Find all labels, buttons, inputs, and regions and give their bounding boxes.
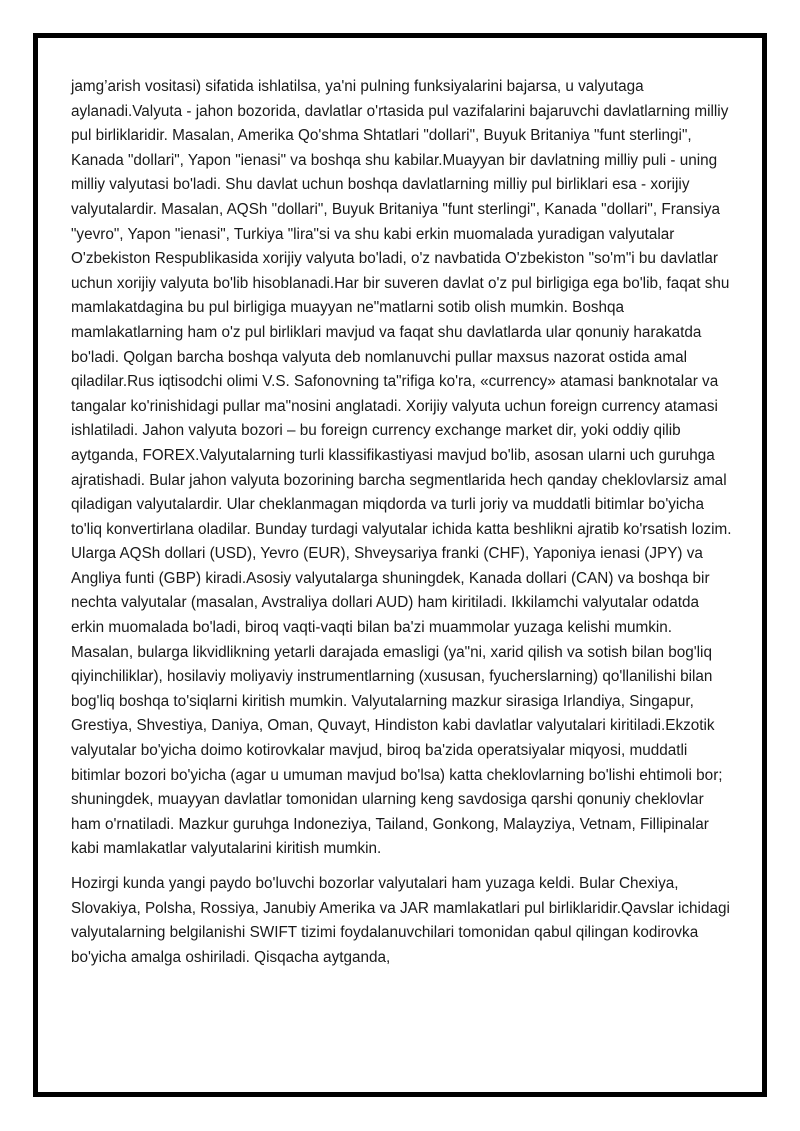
page-frame xyxy=(33,33,767,1097)
paragraph-1: jamg’arish vositasi) sifatida ishlatilsa, ya'ni pulning funksiyalarini bajarsa, u valyutaga aylanadi.Valyuta - jahon bozorida, davlatlar o'rtasida pul vazifalarini bajaruvchi davlatlarning milliy pul birliklaridir. Masalan, Amerika Qo'shma Shtatlari "dollari", Buyuk Britaniya "funt sterlingi", Kanada "dollari", Yapon "ienasi" va boshqa shu kabilar.Muayyan bir davlatning milliy puli - uning milliy valyutasi bo'ladi. Shu davlat uchun boshqa davlatlarning milliy pul birliklari esa - xorijiy valyutalardir. Masalan, AQSh "dollari", Buyuk Britaniya "funt sterlingi", Kanada "dollari", Fransiya "yevro", Yapon "ienasi", Turkiya "lira"si va shu kabi erkin muomalada yuradigan valyutalar O'zbekiston Respublikasida xorijiy valyuta bo'ladi, o'z navbatida O'zbekiston "so'm"i bu davlatlar uchun xorijiy valyuta bo'lib hisoblanadi.Har bir suveren davlat o'z pul birligiga ega bo'lib, faqat shu mamlakatdagina bu pul birligiga muayyan ne"matlarni sotib olish mumkin. Boshqa mamlakatlarning ham o'z pul birliklari mavjud va faqat shu davlatlarda ular qonuniy harakatda bo'ladi. Qolgan barcha boshqa valyuta deb nomlanuvchi pullar maxsus nazorat ostida amal qiladilar.Rus iqtisodchi olimi V.S. Safonovning ta"rifiga ko'ra, «currency» atamasi banknotalar va tangalar ko'rinishidagi pullar ma"nosini anglatadi. Xorijiy valyuta uchun foreign currency atamasi ishlatiladi. Jahon valyuta bozori – bu foreign currency exchange market dir, yoki oddiy qilib aytganda, FOREX.Valyutalarning turli klassifikastiyasi mavjud bo'lib, asosan ularni uch guruhga ajratishadi. Bular jahon valyuta bozorining barcha segmentlarida hech qanday cheklovlarsiz amal qiladigan valyutalardir. Ular cheklanmagan miqdorda va turli joriy va muddatli bitimlar bo'yicha to'liq konvertirlana oladilar. Bunday turdagi valyutalar ichida katta beshlikni ajratib ko'rsatish lozim. Ularga AQSh dollari (USD), Yevro (EUR), Shveysariya franki (CHF), Yaponiya ienasi (JPY) va Angliya funti (GBP) kiradi.Asosiy valyutalarga shuningdek, Kanada dollari (CAN) va boshqa bir nechta valyutalar (masalan, Avstraliya dollari AUD) ham kiritiladi. Ikkilamchi valyutalar odatda erkin muomalada bo'ladi, biroq vaqti-vaqti bilan ba'zi muammolar yuzaga kelishi mumkin. Masalan, bularga likvidlikning yetarli darajada emasligi (ya"ni, xarid qilish va sotish bilan bog'liq qiyinchiliklar), hosilaviy moliyaviy instrumentlarning (xususan, fyucherslarning) qo'llanilishi bilan bog'liq boshqa to'siqlarni kiritish mumkin. Valyutalarning mazkur sirasiga Irlandiya, Singapur, Grestiya, Shvestiya, Daniya, Oman, Quvayt, Hindiston kabi davlatlar valyutalari kiritiladi.Ekzotik valyutalar bo'yicha doimo kotirovkalar mavjud, biroq ba'zida operatsiyalar miqyosi, muddatli bitimlar bozori bo'yicha (agar u umuman mavjud bo'lsa) katta cheklovlarning bo'lishi ehtimoli bor; shuningdek, muayyan davlatlar tomonidan ularning keng savdosiga qarshi qonuniy cheklovlar ham o'rnatiladi. Mazkur guruhga Indoneziya, Tailand, Gonkong, Malayziya, Vetnam, Fillipinalar kabi mamlakatlar valyutalarini kiritish mumkin. xyxy=(71,78,732,858)
document-body xyxy=(71,75,734,970)
paragraph-2: Hozirgi kunda yangi paydo bo'luvchi bozorlar valyutalari ham yuzaga keldi. Bular Chexiya, Slovakiya, Polsha, Rossiya, Janubiy Amerika va JAR mamlakatlari pul birliklaridir.Qavslar ichidagi valyutalarning belgilanishi SWIFT tizimi foydalanuvchilari tomonidan qabul qilingan kodirovka bo'yicha amalga oshiriladi. Qisqacha aytganda, xyxy=(71,875,730,966)
